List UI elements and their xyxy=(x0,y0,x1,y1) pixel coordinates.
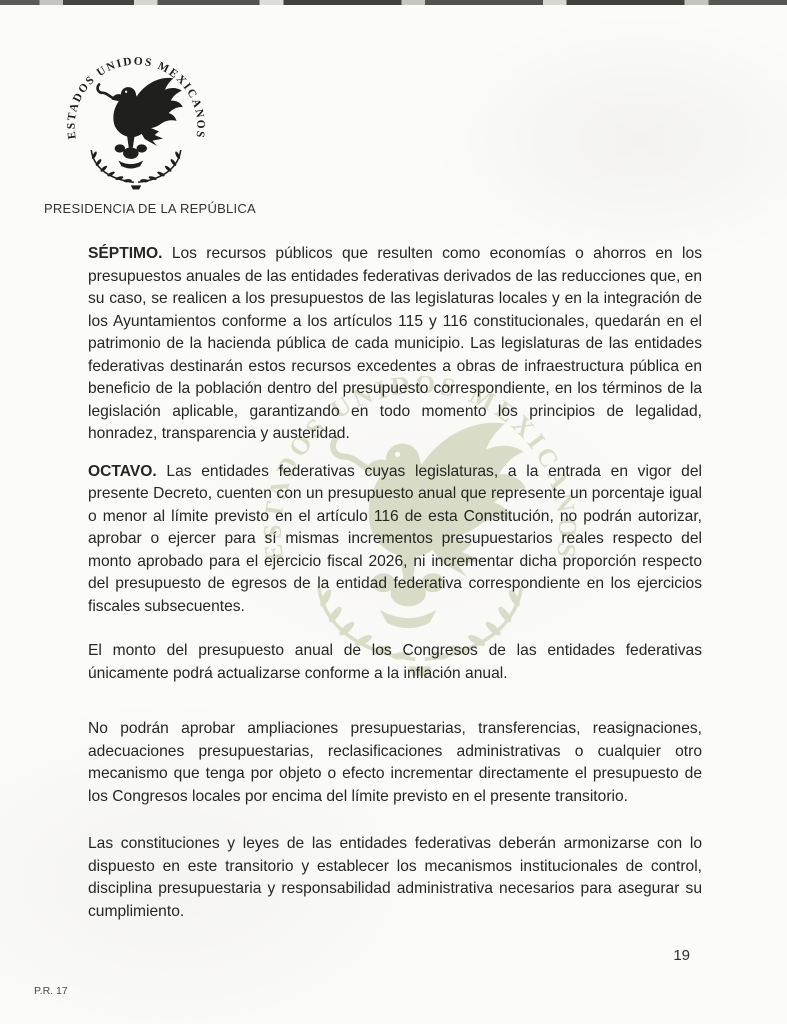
paragraph xyxy=(88,640,702,685)
scan-artifact-top-edge xyxy=(0,0,787,5)
paragraph-octavo xyxy=(88,461,702,619)
document-body xyxy=(88,243,702,923)
paragraph-lead: SÉPTIMO. xyxy=(88,245,163,262)
paragraph-septimo xyxy=(88,243,702,446)
institution-name: PRESIDENCIA DE LA REPÚBLICA xyxy=(44,201,256,216)
paragraph-lead: OCTAVO. xyxy=(88,462,157,480)
document-reference-code: P.R. 17 xyxy=(34,985,68,997)
national-emblem-seal-icon xyxy=(58,50,214,196)
paragraph-text: No podrán aprobar ampliaciones presupuestarias, transferencias, reasignaciones, adecuaciones presupuestarias, reclasificaciones administrativas o cualquier otro mecanismo que tenga por objeto o efecto incrementar directamente el presupuesto de los Congresos locales por encima del límite previsto en el presente transitorio. xyxy=(88,720,702,805)
paragraph xyxy=(88,718,702,808)
paragraph-text: El monto del presupuesto anual de los Congresos de las entidades federativas únicamente podrá actualizarse conforme a la inflación anual. xyxy=(88,642,702,682)
paragraph-text: Los recursos públicos que resulten como economías o ahorros en los presupuestos anuales de las entidades federativas derivados de las reducciones que, en su caso, se realicen a los presupuestos de las legislaturas locales y en la integración de los Ayuntamientos conforme a los artículos 115 y 116 constitucionales, quedarán en el patrimonio de la hacienda pública de cada municipio. Las legislaturas de las entidades federativas destinarán estos recursos excedentes a obras de infraestructura pública en beneficio de la población dentro del presupuesto correspondiente, en los términos de la legislación aplicable, garantizando en todo momento los principios de legalidad, honradez, transparencia y austeridad. xyxy=(88,245,702,442)
paragraph-text: Las entidades federativas cuyas legislaturas, a la entrada en vigor del presente Decreto, cuenten con un presupuesto anual que represente un porcentaje igual o menor al límite previsto en el artículo 116 de esta Constitución, no podrán autorizar, aprobar o ejercer para sí mismas incrementos presupuestarios reales respecto del monto aprobado para el ejercicio fiscal 2026, ni incrementar dicha proporción respecto del presupuesto de egresos de la entidad federativa correspondiente en los ejercicios fiscales subsecuentes. xyxy=(88,462,702,615)
paragraph-text: Las constituciones y leyes de las entidades federativas deberán armonizarse con lo dispuesto en este transitorio y establecer los mecanismos institucionales de control, disciplina presupuestaria y responsabilidad administrativa necesarios para asegurar su cumplimiento. xyxy=(88,835,702,920)
page-number: 19 xyxy=(673,947,690,964)
paragraph xyxy=(88,833,702,923)
